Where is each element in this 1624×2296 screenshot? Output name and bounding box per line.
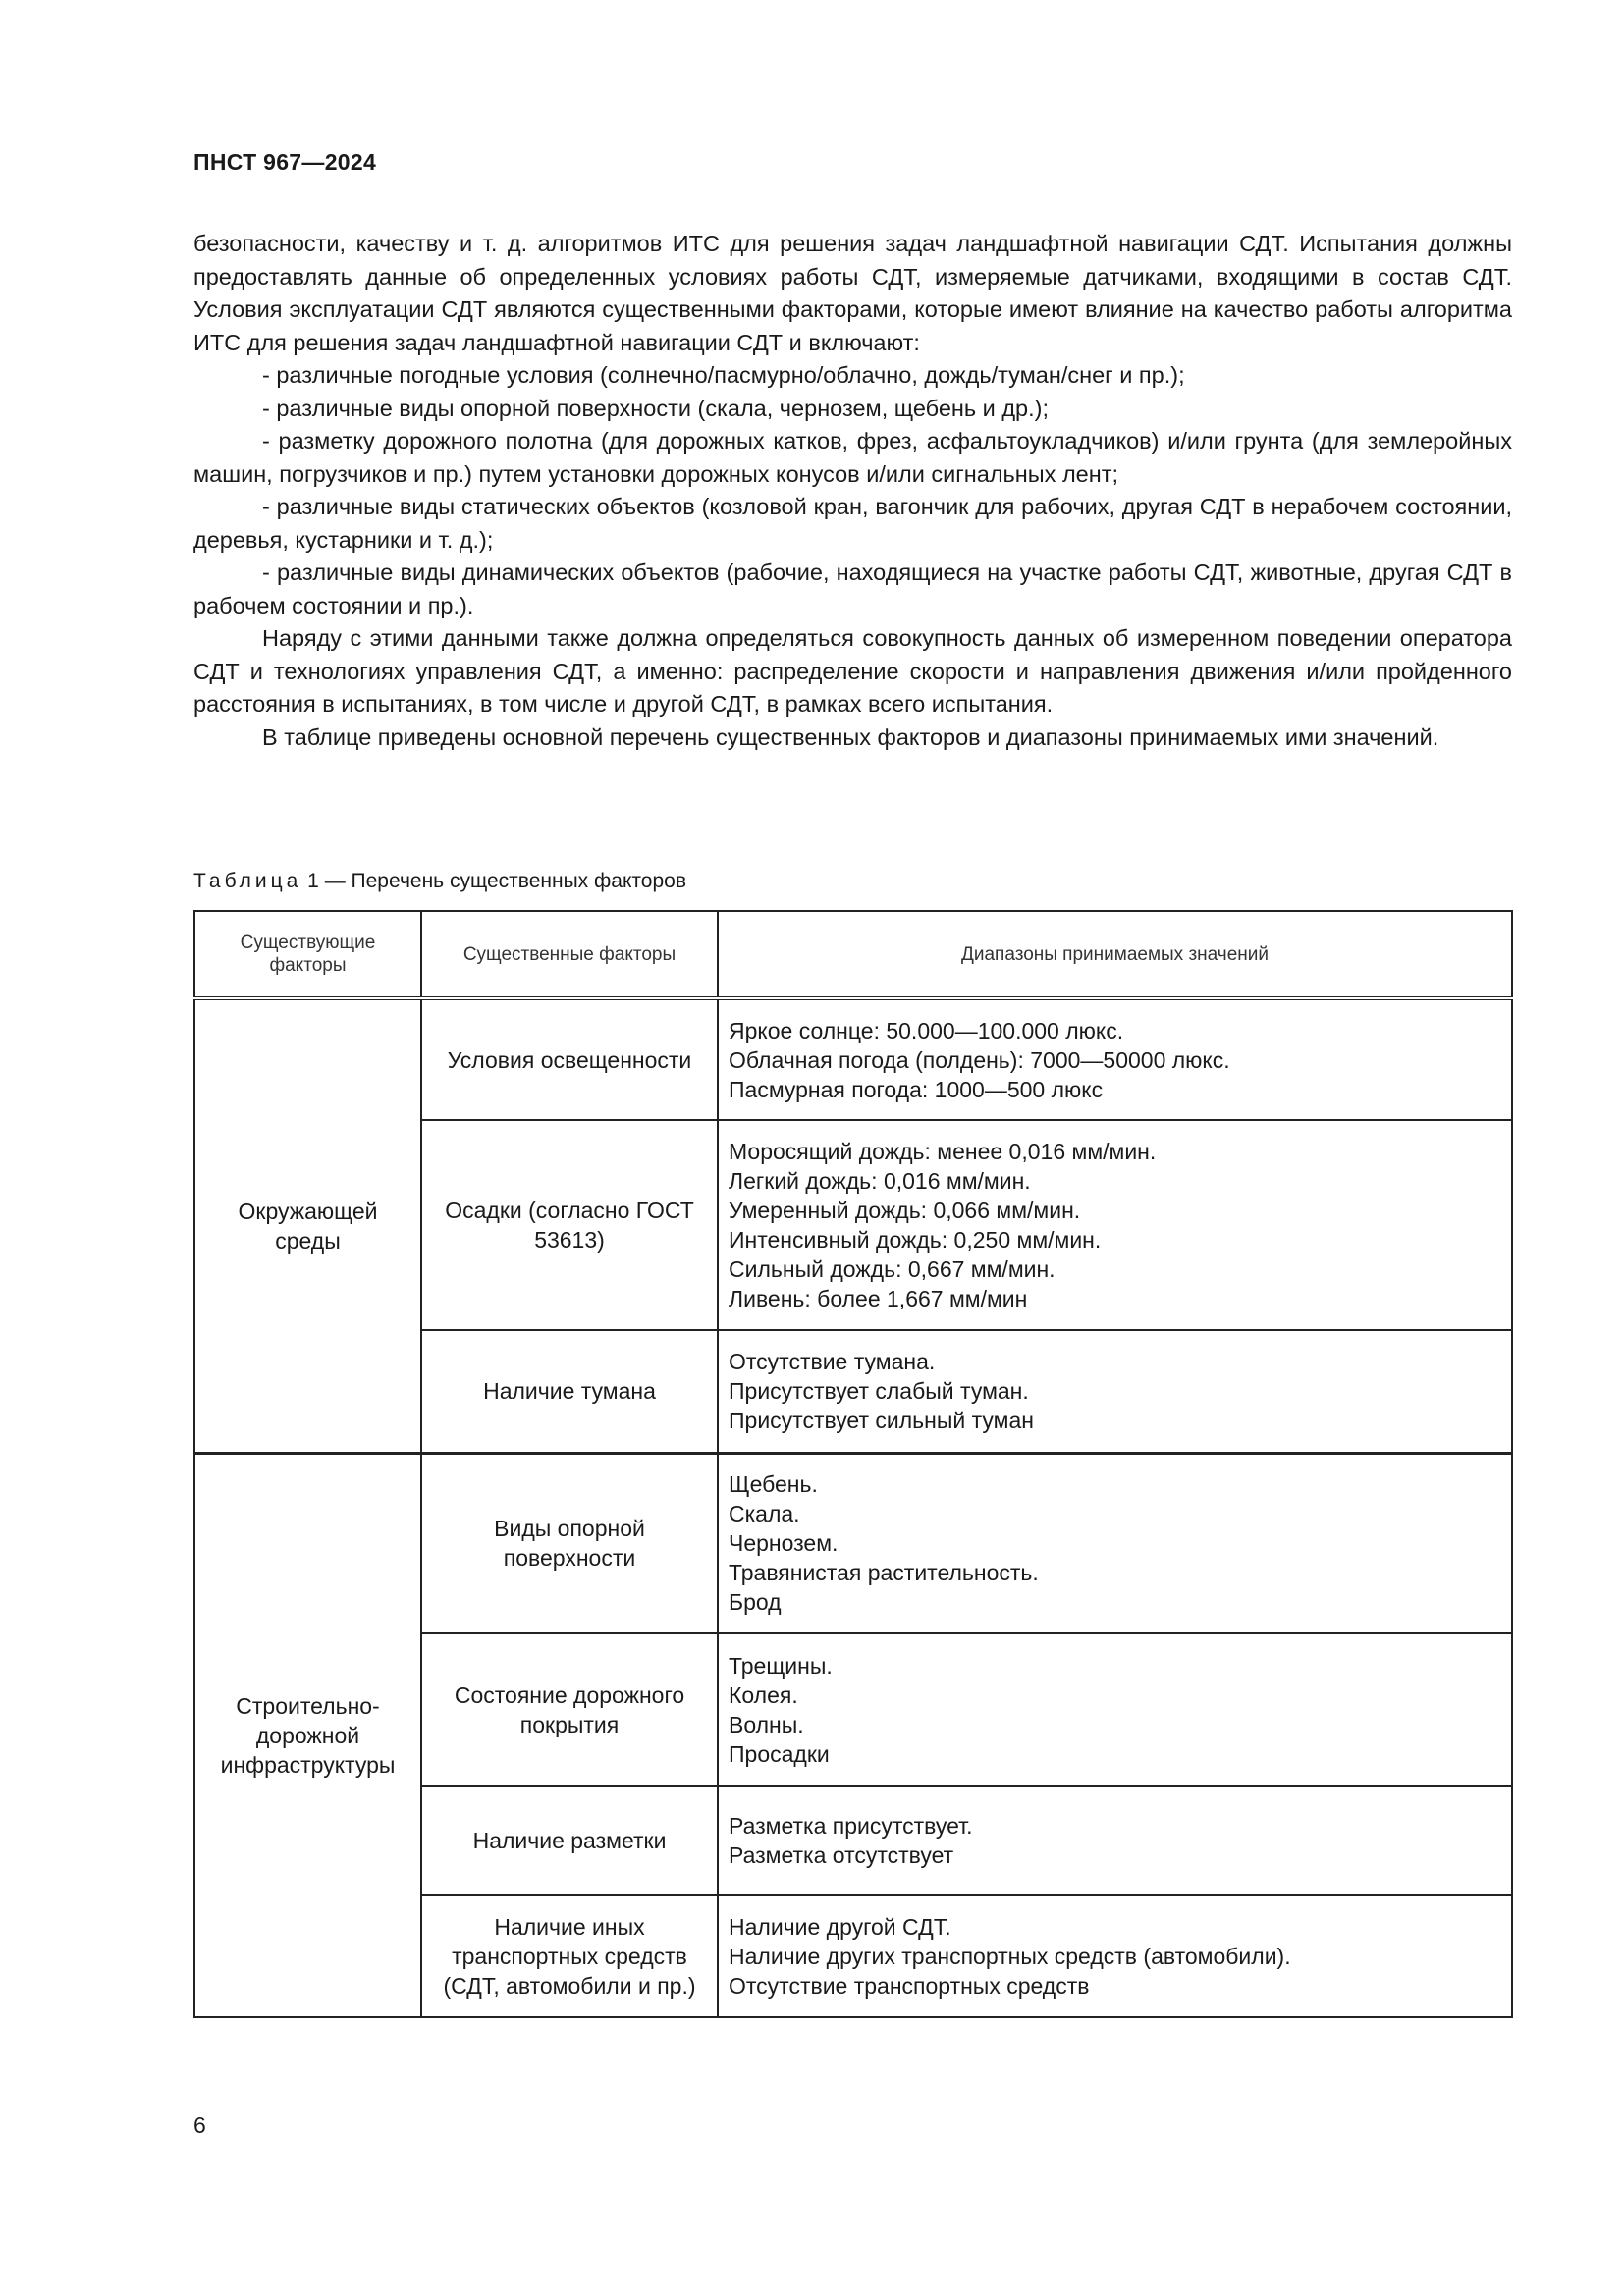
range-value: Интенсивный дождь: 0,250 мм/мин.	[729, 1227, 1102, 1253]
range-value: Разметка присутствует.	[729, 1812, 973, 1839]
document-code: ПНСТ 967—2024	[193, 149, 377, 175]
range-value: Сильный дождь: 0,667 мм/мин.	[729, 1256, 1056, 1282]
body-text	[193, 228, 1512, 754]
list-item: - различные виды динамических объектов (рабочие, находящиеся на участке работы СДТ, животные, другая СДТ в рабочем состоянии и пр.).	[193, 560, 1512, 618]
range-value: Скала.	[729, 1501, 800, 1527]
factor-cell: Наличие тумана	[421, 1330, 718, 1453]
range-value: Щебень.	[729, 1471, 818, 1498]
range-cell	[718, 1786, 1512, 1895]
range-value: Яркое солнце: 50.000—100.000 люкс.	[729, 1017, 1124, 1043]
range-cell	[718, 1895, 1512, 2017]
table-row	[194, 998, 1512, 1120]
list-item: - разметку дорожного полотна (для дорожных катков, фрез, асфальтоукладчиков) и/или грунта (для землеройных машин, погрузчиков и пр.) путем установки дорожных конусов и/или сигнальных лент;	[193, 428, 1512, 487]
range-value: Травянистая растительность.	[729, 1560, 1039, 1586]
header-existing-factors: Существующие факторы	[194, 911, 421, 998]
header-value-ranges: Диапазоны принимаемых значений	[718, 911, 1512, 998]
factor-cell: Наличие иных транспортных средств (СДТ, автомобили и пр.)	[421, 1895, 718, 2017]
factor-cell: Виды опорной поверхности	[421, 1453, 718, 1633]
range-value: Легкий дождь: 0,016 мм/мин.	[729, 1168, 1031, 1194]
list-item: - различные виды опорной поверхности (скала, чернозем, щебень и др.);	[262, 395, 1049, 421]
paragraph: В таблице приведены основной перечень существенных факторов и диапазоны принимаемых ими значений.	[262, 723, 1439, 750]
range-value: Облачная погода (полдень): 7000—50000 люкс.	[729, 1046, 1230, 1073]
paragraph: безопасности, качеству и т. д. алгоритмов ИТС для решения задач ландшафтной навигации СДТ. Испытания должны предоставлять данные об определенных условиях работы СДТ, измеряемые датчиками, входящими в состав СДТ. Условия эксплуатации СДТ являются существенными факторами, которые имеют влияние на качество работы алгоритма ИТС для решения задач ландшафтной навигации СДТ и включают:	[193, 231, 1512, 355]
list-item: - различные погодные условия (солнечно/пасмурно/облачно, дождь/туман/снег и пр.);	[262, 362, 1185, 388]
group-cell: Окружающей среды	[194, 998, 421, 1453]
range-cell	[718, 998, 1512, 1120]
range-value: Чернозем.	[729, 1530, 839, 1557]
table-caption-title: 1 — Перечень существенных факторов	[301, 870, 686, 892]
range-value: Волны.	[729, 1711, 804, 1737]
range-value: Колея.	[729, 1682, 798, 1708]
range-cell	[718, 1453, 1512, 1633]
group-cell: Строительно-дорожной инфраструктуры	[194, 1453, 421, 2017]
range-cell	[718, 1120, 1512, 1330]
range-value: Наличие других транспортных средств (автомобили).	[729, 1943, 1291, 1969]
range-value: Присутствует сильный туман	[729, 1408, 1034, 1434]
paragraph: Наряду с этими данными также должна определяться совокупность данных об измеренном поведении оператора СДТ и технологиях управления СДТ, а именно: распределение скорости и направления движения и/или пройденного расстояния в испытаниях, в том числе и другой СДТ, в рамках всего испытания.	[193, 625, 1512, 717]
range-value: Умеренный дождь: 0,066 мм/мин.	[729, 1198, 1081, 1223]
table-caption	[193, 870, 686, 893]
page-number: 6	[193, 2112, 206, 2138]
list-item: - различные виды статических объектов (козловой кран, вагончик для рабочих, другая СДТ в нерабочем состоянии, деревья, кустарники и т. д.);	[193, 494, 1512, 553]
factors-table	[193, 910, 1513, 2018]
range-value: Разметка отсутствует	[729, 1842, 954, 1868]
range-value: Пасмурная погода: 1000—500 люкс	[729, 1076, 1104, 1102]
table-caption-word: Таблица	[193, 870, 302, 892]
factor-cell: Состояние дорожного покрытия	[421, 1633, 718, 1786]
range-value: Отсутствие тумана.	[729, 1349, 936, 1375]
range-value: Просадки	[729, 1740, 830, 1767]
range-value: Наличие другой СДТ.	[729, 1913, 951, 1940]
range-value: Моросящий дождь: менее 0,016 мм/мин.	[729, 1139, 1157, 1164]
range-cell	[718, 1633, 1512, 1786]
range-value: Брод	[729, 1589, 782, 1616]
header-significant-factors: Существенные факторы	[421, 911, 718, 998]
table-header-row	[194, 911, 1512, 998]
range-value: Трещины.	[729, 1652, 833, 1679]
range-value: Ливень: более 1,667 мм/мин	[729, 1286, 1028, 1311]
range-cell	[718, 1330, 1512, 1453]
factor-cell: Осадки (согласно ГОСТ 53613)	[421, 1120, 718, 1330]
range-value: Присутствует слабый туман.	[729, 1378, 1029, 1405]
range-value: Отсутствие транспортных средств	[729, 1972, 1090, 1999]
table-row	[194, 1453, 1512, 1633]
factor-cell: Наличие разметки	[421, 1786, 718, 1895]
factor-cell: Условия освещенности	[421, 998, 718, 1120]
